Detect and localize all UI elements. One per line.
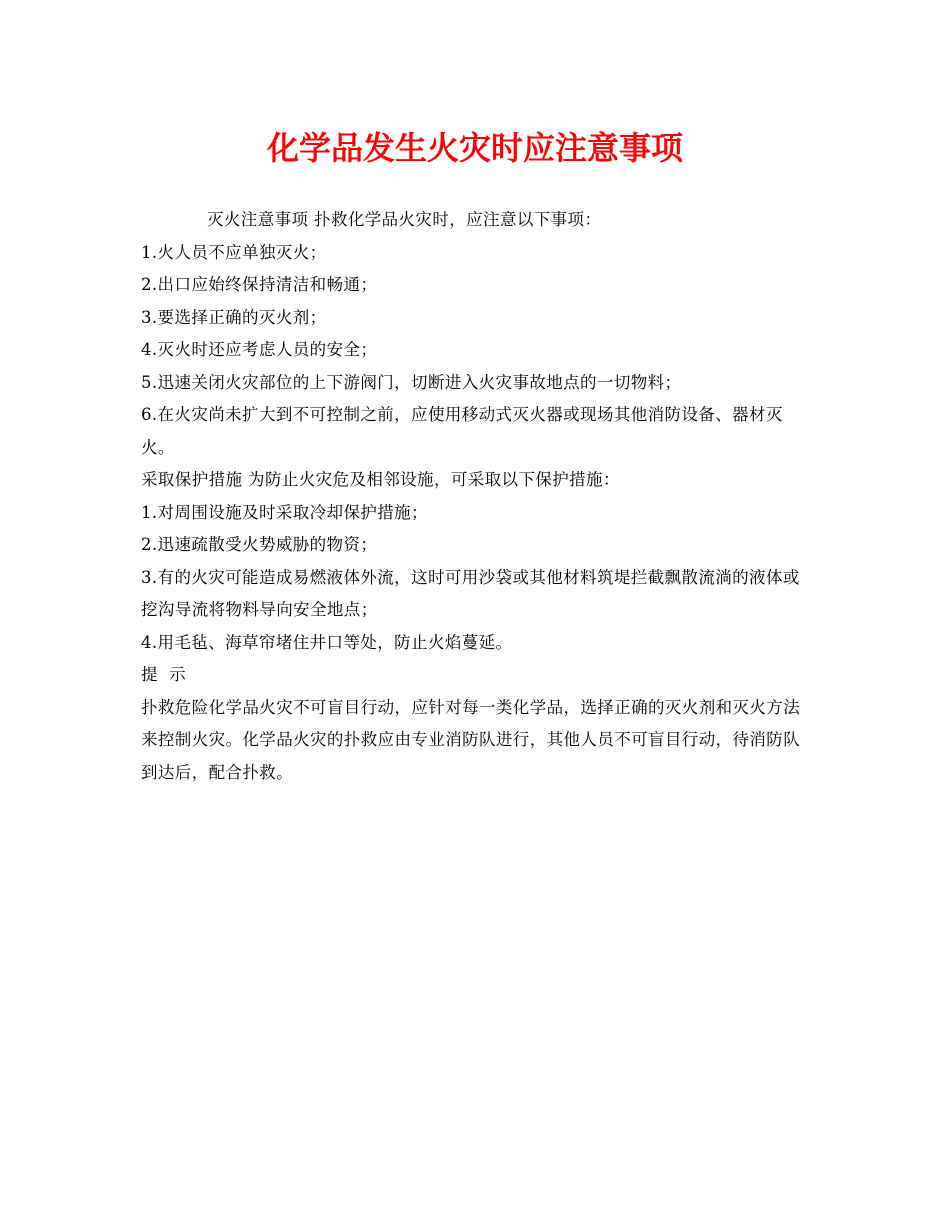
list-item: 4.灭火时还应考虑人员的安全； (141, 340, 378, 359)
paragraph-tips: 扑救危险化学品火灾不可盲目行动，应针对每一类化学品，选择正确的灭火剂和灭火方法来控制火灾。化学品火灾的扑救应由专业消防队进行，其他人员不可盲目行动，待消防队到达后，配合扑救。 (141, 697, 801, 782)
paragraph-protection-intro: 采取保护措施 为防止火灾危及相邻设施，可采取以下保护措施： (141, 470, 620, 489)
paragraph-fire-notes-intro: 灭火注意事项 扑救化学品火灾时，应注意以下事项： (207, 210, 602, 229)
list-item: 6.在火灾尚未扩大到不可控制之前，应使用移动式灭火器或现场其他消防设备、器材灭火。 (141, 405, 783, 457)
document-title: 化学品发生火灾时应注意事项 (266, 129, 683, 167)
list-item: 5.迅速关闭火灾部位的上下游阀门，切断进入火灾事故地点的一切物料； (141, 372, 682, 392)
list-item: 3.有的火灾可能造成易燃液体外流，这时可用沙袋或其他材料筑堤拦截飘散流淌的液体或挖沟导流将物料导向安全地点； (141, 567, 800, 619)
list-item: 2.出口应始终保持清洁和畅通； (141, 275, 378, 294)
list-item: 3.要选择正确的灭火剂； (141, 307, 327, 327)
document-body (141, 204, 813, 789)
list-item: 4.用毛毡、海草帘堵住井口等处，防止火焰蔓延。 (141, 632, 513, 652)
section-heading-tips: 提 示 (141, 665, 187, 684)
list-item: 1.对周围设施及时采取冷却保护措施； (141, 502, 428, 522)
list-item: 2.迅速疏散受火势威胁的物资； (141, 535, 378, 554)
list-item: 1.火人员不应单独灭火； (141, 242, 327, 262)
